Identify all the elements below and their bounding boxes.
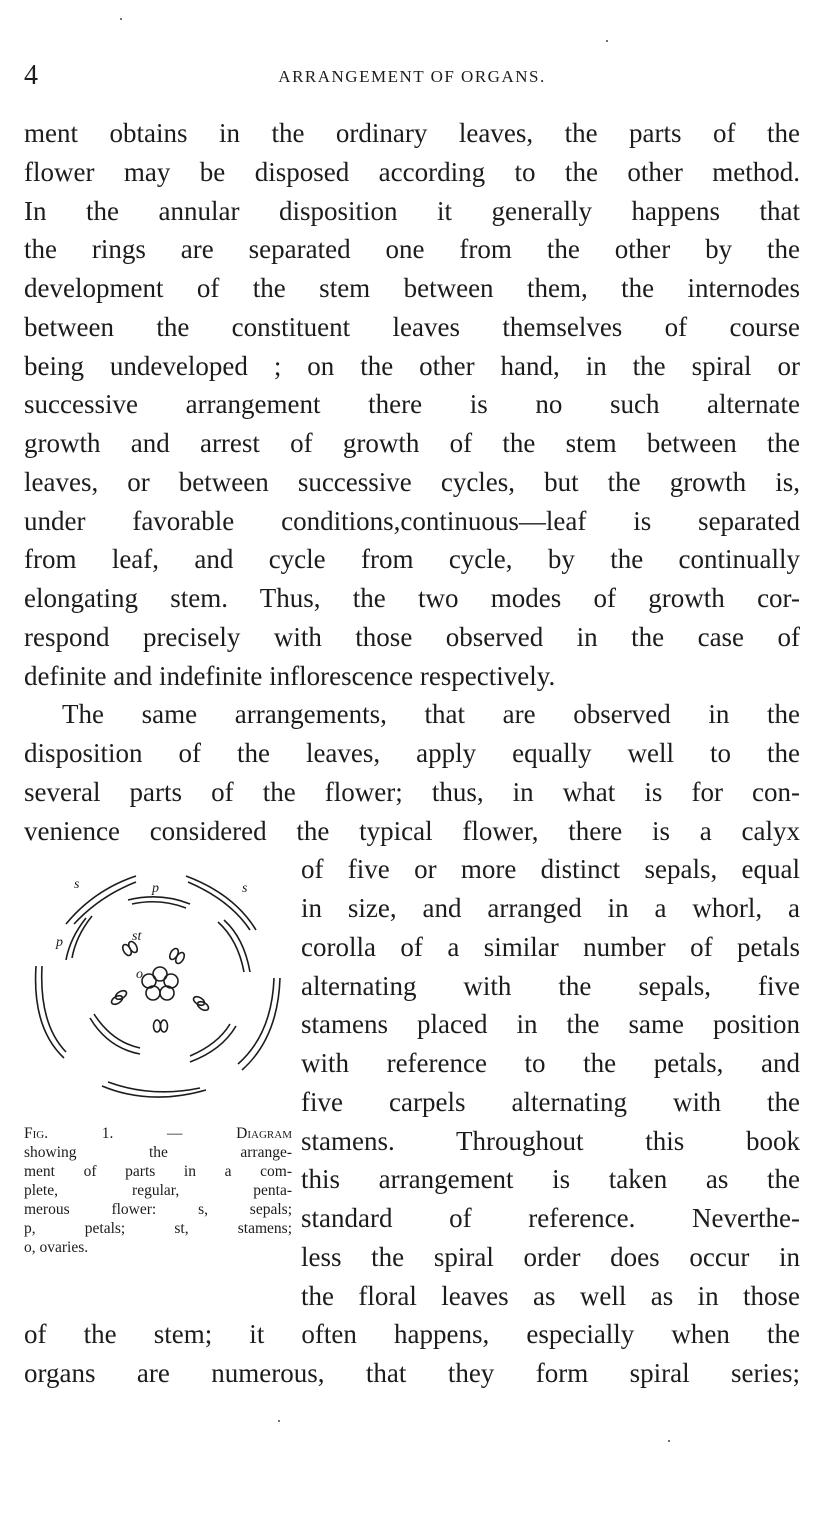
text-line: The same arrangements, that are observed in the	[62, 699, 800, 730]
text-line: alternating with the sepals, five	[301, 970, 800, 1001]
caption-line: p, petals; st, stamens;	[24, 1220, 292, 1237]
text-line: between the constituent leaves themselves of course	[24, 311, 800, 342]
label-petal: p	[152, 881, 159, 896]
text-line: of the stem; it often happens, especially when the	[24, 1319, 800, 1350]
sepal-arcs	[36, 876, 280, 1097]
stamen-marks	[110, 940, 210, 1032]
figure-caption	[24, 1124, 292, 1257]
text-line: organs are numerous, that they form spiral series;	[24, 1358, 800, 1388]
ovary-cluster	[142, 967, 178, 1000]
page-header	[24, 58, 800, 94]
text-line: disposition of the leaves, apply equally well to the	[24, 738, 800, 768]
label-petal: p	[56, 935, 63, 950]
text-line: being undeveloped ; on the other hand, in the spiral or	[24, 350, 800, 381]
text-line: the rings are separated one from the other by the	[24, 234, 800, 265]
caption-line: merous flower: s, sepals;	[24, 1201, 292, 1218]
text-line: ment obtains in the ordinary leaves, the parts of the	[24, 118, 800, 148]
caption-heading: Fig. 1. — Diagram	[24, 1125, 292, 1142]
label-sepal: s	[74, 877, 80, 892]
text-line: this arrangement is taken as the	[301, 1164, 800, 1195]
text-line: definite and indefinite inflorescence respectively.	[24, 660, 556, 691]
label-ovary: o	[136, 967, 143, 982]
text-line: standard of reference. Neverthe-	[301, 1203, 800, 1233]
caption-line: plete, regular, penta-	[24, 1182, 292, 1199]
running-title: ARRANGEMENT OF ORGANS.	[278, 67, 546, 86]
floral-diagram-figure	[24, 868, 294, 1113]
text-line: with reference to the petals, and	[301, 1048, 800, 1078]
print-speck	[278, 1420, 280, 1422]
text-line: respond precisely with those observed in the case of	[24, 621, 800, 652]
text-line: under favorable conditions,continuous—leaf is separated	[24, 505, 800, 536]
text-line: development of the stem between them, the internodes	[24, 273, 800, 303]
text-line: from leaf, and cycle from cycle, by the continually	[24, 544, 800, 575]
label-stamen: st	[132, 929, 142, 944]
text-line: stamens placed in the same position	[301, 1009, 800, 1040]
text-line: less the spiral order does occur in	[301, 1241, 800, 1272]
caption-line: ment of parts in a com-	[24, 1163, 292, 1180]
text-line: flower may be disposed according to the other method.	[24, 156, 800, 187]
label-sepal: s	[242, 881, 248, 896]
text-line: stamens. Throughout this book	[301, 1125, 800, 1156]
text-line: venience considered the typical flower, there is a calyx	[24, 815, 800, 846]
petal-arcs	[66, 897, 250, 1062]
text-line: the floral leaves as well as in those	[301, 1280, 800, 1311]
page-number: 4	[24, 60, 38, 91]
text-line: leaves, or between successive cycles, but the growth is,	[24, 466, 800, 497]
text-line: several parts of the flower; thus, in what is for con-	[24, 776, 800, 807]
text-line: In the annular disposition it generally happens that	[24, 195, 800, 226]
text-line: successive arrangement there is no such alternate	[24, 389, 800, 420]
print-speck	[606, 40, 608, 42]
caption-line: showing the arrange-	[24, 1144, 292, 1161]
text-line: in size, and arranged in a whorl, a	[301, 893, 800, 923]
caption-line: o, ovaries.	[24, 1239, 89, 1256]
text-line: elongating stem. Thus, the two modes of growth cor-	[24, 583, 800, 613]
text-line: corolla of a similar number of petals	[301, 931, 800, 962]
text-line: of five or more distinct sepals, equal	[301, 854, 800, 885]
text-line: growth and arrest of growth of the stem between the	[24, 428, 800, 458]
text-line: five carpels alternating with the	[301, 1086, 800, 1117]
print-speck	[120, 18, 122, 20]
floral-diagram	[24, 868, 294, 1113]
print-speck	[668, 1440, 670, 1442]
